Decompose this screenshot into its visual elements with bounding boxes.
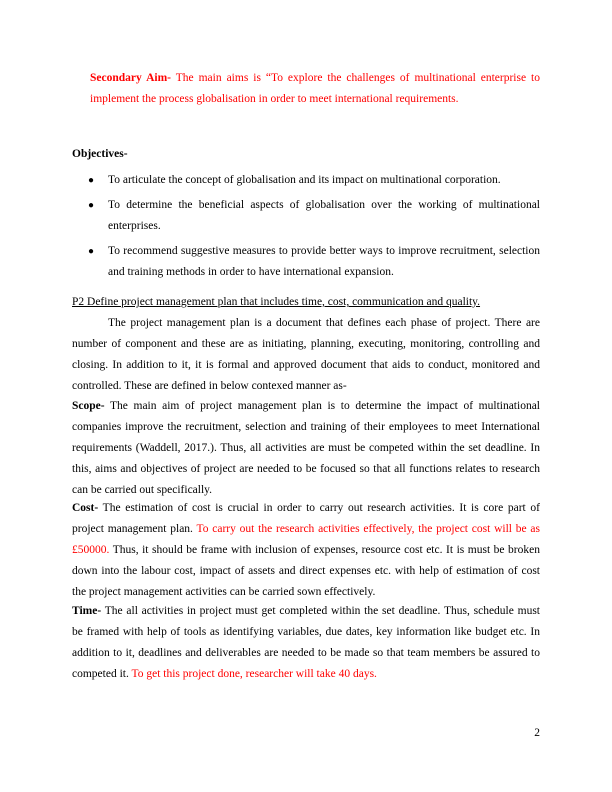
section-heading: P2 Define project management plan that includes time, cost, communication and quality.	[72, 296, 481, 308]
intro-text: The project management plan is a document that defines each phase of project. There are number of component and these are as initiating, planning, executing, monitoring, controlling and closing. In addition to it, it is formal and approved document that aids to conduct, monitored and controlled. These are defined in below contexed manner as-	[72, 317, 540, 392]
cost-highlight-text: To carry out the research activities effectively, the project cost will be as £50000.	[72, 523, 540, 556]
scope-label: Scope-	[72, 400, 105, 412]
cost-text-continued: Thus, it should be frame with inclusion of expenses, resource cost etc. It is must be broken down into the labour cost, impact of assets and direct expenses etc. with help of estimation of cost the project management activities can be carried sown effectively.	[72, 544, 540, 598]
secondary-aim-label: Secondary Aim-	[90, 72, 171, 84]
bullet-icon: ●	[88, 246, 95, 257]
time-text: The all activities in project must get completed within the set deadline. Thus, schedule must be framed with help of tools as identifying variables, due dates, key information like budget etc. In addition to it, deadlines and deliverables are needed to be made so that team members be assured to competed it.	[72, 605, 540, 680]
objective-item	[72, 170, 540, 191]
objective-item	[72, 241, 540, 283]
time-highlight-text: To get this project done, researcher will take 40 days.	[128, 668, 377, 680]
objectives-list	[72, 170, 540, 287]
objectives-title: Objectives-	[72, 148, 128, 160]
objective-text: To determine the beneficial aspects of globalisation over the working of multinational enterprises.	[108, 199, 540, 232]
secondary-aim-text: The main aims is “To explore the challenges of multinational enterprise to implement the process globalisation in order to meet international requirements.	[90, 72, 540, 105]
secondary-aim-paragraph	[90, 68, 540, 110]
bullet-icon: ●	[88, 200, 95, 211]
time-label: Time-	[72, 605, 102, 617]
objective-text: To recommend suggestive measures to provide better ways to improve recruitment, selection and training methods in order to have international expansion.	[108, 245, 540, 278]
scope-paragraph	[72, 396, 540, 501]
scope-text: The main aim of project management plan is to determine the impact of multinational companies improve the recruitment, selection and training of their employees to meet International requirements (Waddell, 2017.). Thus, all activities are must be competed within the set deadline. In this, aims and objectives of project are needed to be focused so that all functions relates to research can be carried out specifically.	[72, 400, 540, 496]
cost-label: Cost-	[72, 502, 99, 514]
objective-text: To articulate the concept of globalisation and its impact on multinational corporation.	[108, 174, 501, 186]
cost-text: The estimation of cost is crucial in order to carry out research activities. It is core part of project management plan.	[72, 502, 540, 535]
time-paragraph	[72, 601, 540, 685]
bullet-icon: ●	[88, 175, 95, 186]
objective-item	[72, 195, 540, 237]
cost-paragraph	[72, 498, 540, 603]
intro-paragraph	[72, 313, 540, 397]
page-number: 2	[534, 727, 540, 739]
